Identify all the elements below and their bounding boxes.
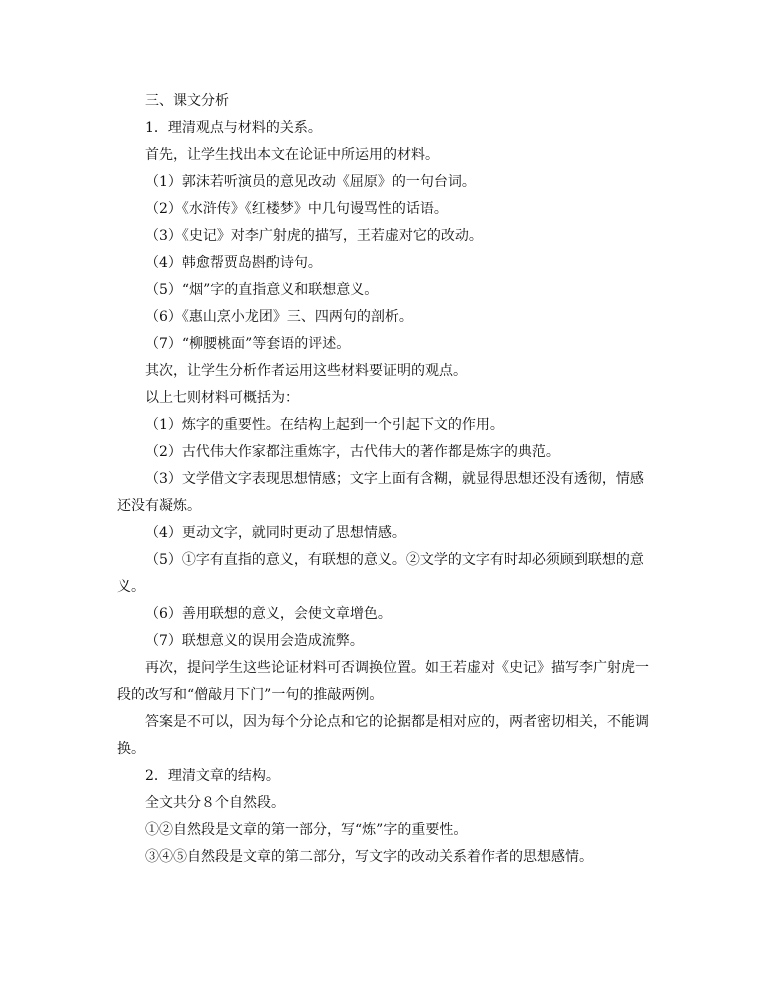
list-item: （1）郭沫若听演员的意见改动《屈原》的一句台词。 <box>145 174 476 190</box>
paragraph: 全文共分８个自然段。 <box>145 795 285 811</box>
paragraph: ③④⑤自然段是文章的第二部分，写文字的改动关系着作者的思想感情。 <box>145 849 593 865</box>
document-body <box>117 88 652 871</box>
paragraph: ①②自然段是文章的第一部分，写“炼”字的重要性。 <box>145 822 468 838</box>
list-item: （3）文学借文字表现思想情感；文字上面有含糊，就显得思想还没有透彻，情感还没有凝炼。 <box>117 471 644 514</box>
list-item: （1）炼字的重要性。在结构上起到一个引起下文的作用。 <box>145 417 504 433</box>
paragraph: 答案是不可以，因为每个分论点和它的论据都是相对应的，两者密切相关，不能调换。 <box>117 714 649 757</box>
list-item: （5）①字有直指的意义，有联想的意义。②文学的文字有时却必须顾到联想的意义。 <box>117 552 644 595</box>
paragraph: 以上七则材料可概括为： <box>145 390 299 406</box>
list-item: （6）善用联想的意义，会使文章增色。 <box>145 606 392 622</box>
list-item: （2）《水浒传》《红楼梦》中几句谩骂性的话语。 <box>145 201 448 217</box>
list-item: （4）更动文字，就同时更动了思想情感。 <box>145 525 406 541</box>
list-item: （4）韩愈帮贾岛斟酌诗句。 <box>145 255 322 271</box>
list-item: （5）“烟”字的直指意义和联想意义。 <box>145 282 379 298</box>
list-item: （6）《惠山烹小龙团》三、四两句的剖析。 <box>145 309 413 325</box>
paragraph: 首先，让学生找出本文在论证中所运用的材料。 <box>145 147 439 163</box>
list-item: （7）联想意义的误用会造成流弊。 <box>145 633 364 649</box>
paragraph: 其次，让学生分析作者运用这些材料要证明的观点。 <box>145 363 467 379</box>
list-item: （3）《史记》对李广射虎的描写，王若虚对它的改动。 <box>145 228 483 244</box>
list-item: （2）古代伟大作家都注重炼字，古代伟大的著作都是炼字的典范。 <box>145 444 560 460</box>
subsection-heading: 1．理清观点与材料的关系。 <box>145 120 322 136</box>
section-heading: 三、课文分析 <box>145 93 229 109</box>
list-item: （7）“柳腰桃面”等套语的评述。 <box>145 336 351 352</box>
subsection-heading: 2．理清文章的结构。 <box>145 768 280 784</box>
paragraph: 再次，提问学生这些论证材料可否调换位置。如王若虚对《史记》描写李广射虎一段的改写和“僧敲月下门”一句的推敲两例。 <box>117 660 649 703</box>
